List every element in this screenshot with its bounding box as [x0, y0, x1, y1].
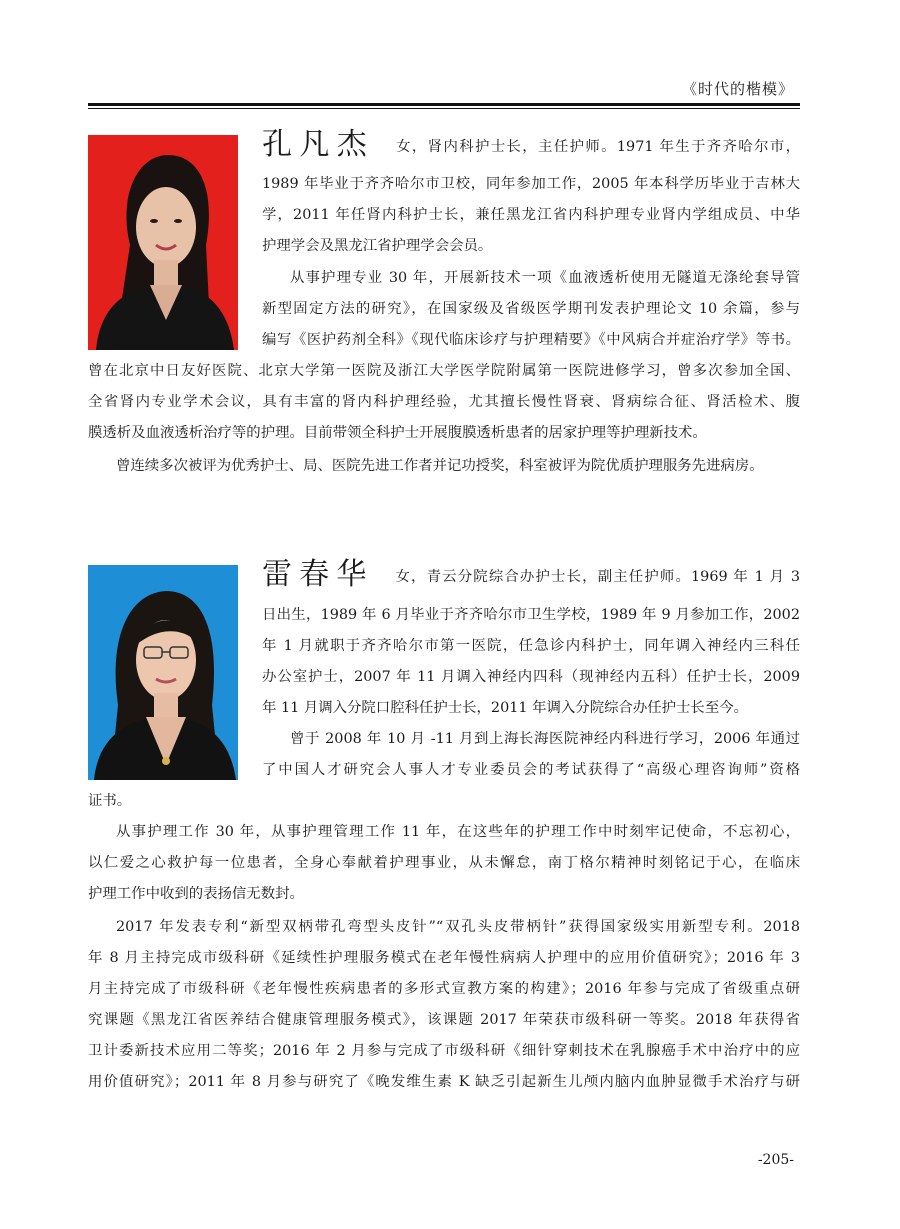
running-header-title: 《时代的楷模》 — [681, 80, 794, 98]
header-rule-thin — [88, 108, 800, 109]
profile-2-study-line-2: 了中国人才研究会人事人才专业委员会的考试获得了“高级心理咨询师”资格 — [262, 762, 800, 778]
profile-1-intro-line-1: 孔凡杰 女，肾内科护士长，主任护师。1971 年生于齐齐哈尔市， — [262, 127, 801, 162]
profile-2-intro-line-1: 雷春华 女，青云分院综合办护士长，副主任护师。1969 年 1 月 3 — [262, 557, 801, 592]
profile-2-name: 雷春华 — [262, 557, 374, 592]
profile-1-career-line-2: 新型固定方法的研究》，在国家级及省级医学期刊发表护理论文 10 余篇，参与 — [262, 301, 800, 317]
profile-1-career-full-line-2: 全省肾内专业学术会议，具有丰富的肾内科护理经验，尤其擅长慢性肾衰、肾病综合征、肾活检术、腹 — [88, 394, 800, 410]
portrait-photo-2 — [88, 565, 238, 780]
profile-1-name: 孔凡杰 — [262, 127, 375, 162]
profile-1-career-line-3: 编写《医护药剂全科》《现代临床诊疗与护理精要》《中风病合并症治疗学》等书。 — [262, 332, 800, 348]
profile-1-career-line-1: 从事护理专业 30 年，开展新技术一项《血液透析使用无隧道无涤纶套导管 — [290, 270, 800, 286]
profile-2-achievements-line-1: 2017 年发表专利“新型双柄带孔弯型头皮针”“双孔头皮带柄针”获得国家级实用新型专利。2018 — [116, 919, 800, 935]
profile-2-achievements-line-2: 年 8 月主持完成市级科研《延续性护理服务模式在老年慢性病病人护理中的应用价值研究》；2016 年 3 — [88, 950, 800, 966]
header-rule — [88, 103, 800, 106]
profile-2-intro-line-4: 办公室护士，2007 年 11 月调入神经内四科（现神经内五科）任护士长，2009 — [262, 669, 800, 685]
profile-2-career-line-1: 从事护理工作 30 年，从事护理管理工作 11 年，在这些年的护理工作中时刻牢记使命，不忘初心， — [116, 824, 800, 840]
page-number: -205- — [757, 1152, 794, 1168]
profile-2-intro-line-5: 年 11 月调入分院口腔科任护士长，2011 年调入分院综合办任护士长至今。 — [262, 700, 748, 716]
profile-1-intro-line-2: 1989 年毕业于齐齐哈尔市卫校，同年参加工作，2005 年本科学历毕业于吉林大 — [262, 176, 800, 192]
portrait-photo-1 — [88, 135, 238, 350]
profile-2-intro-line-3: 年 1 月就职于齐齐哈尔市第一医院，任急诊内科护士，同年调入神经内三科任 — [262, 638, 800, 654]
profile-1-intro-line-3: 学，2011 年任肾内科护士长，兼任黑龙江省内科护理专业肾内学组成员、中华 — [262, 207, 800, 223]
profile-2-study-line-3: 证书。 — [88, 793, 132, 809]
profile-1-honors: 曾连续多次被评为优秀护士、局、医院先进工作者并记功授奖，科室被评为院优质护理服务先进病房。 — [116, 458, 764, 474]
profile-1-career-full-line-1: 曾在北京中日友好医院、北京大学第一医院及浙江大学医学院附属第一医院进修学习，曾多次参加全国、 — [88, 363, 800, 379]
profile-2-career-line-2: 以仁爱之心救护每一位患者，全身心奉献着护理事业，从未懈怠，南丁格尔精神时刻铭记于心，在临床 — [88, 855, 800, 871]
profile-2-achievements-line-5: 卫计委新技术应用二等奖；2016 年 2 月参与完成了市级科研《细针穿刺技术在乳腺癌手术中治疗中的应 — [88, 1043, 800, 1059]
profile-2-achievements-line-6: 用价值研究》；2011 年 8 月参与研究了《晚发维生素 K 缺乏引起新生儿颅内脑内血肿显微手术治疗与研 — [88, 1074, 800, 1090]
profile-2-career-line-3: 护理工作中收到的表扬信无数封。 — [88, 886, 304, 902]
profile-1-intro-line-4: 护理学会及黑龙江省护理学会会员。 — [262, 238, 493, 254]
profile-2-achievements-line-3: 月主持完成了市级科研《老年慢性疾病患者的多形式宣教方案的构建》；2016 年参与完成了省级重点研 — [88, 981, 800, 997]
profile-2-achievements-line-4: 究课题《黑龙江省医养结合健康管理服务模式》，该课题 2017 年荣获市级科研一等奖。2018 年获得省 — [88, 1012, 800, 1028]
profile-2-intro-line-2: 日出生，1989 年 6 月毕业于齐齐哈尔市卫生学校，1989 年 9 月参加工作，2002 — [262, 607, 800, 623]
profile-2-study-line-1: 曾于 2008 年 10 月 -11 月到上海长海医院神经内科进行学习，2006 年通过 — [290, 731, 800, 747]
profile-1-career-full-line-3: 膜透析及血液透析治疗等的护理。目前带领全科护士开展腹膜透析患者的居家护理等护理新技术。 — [88, 425, 707, 441]
